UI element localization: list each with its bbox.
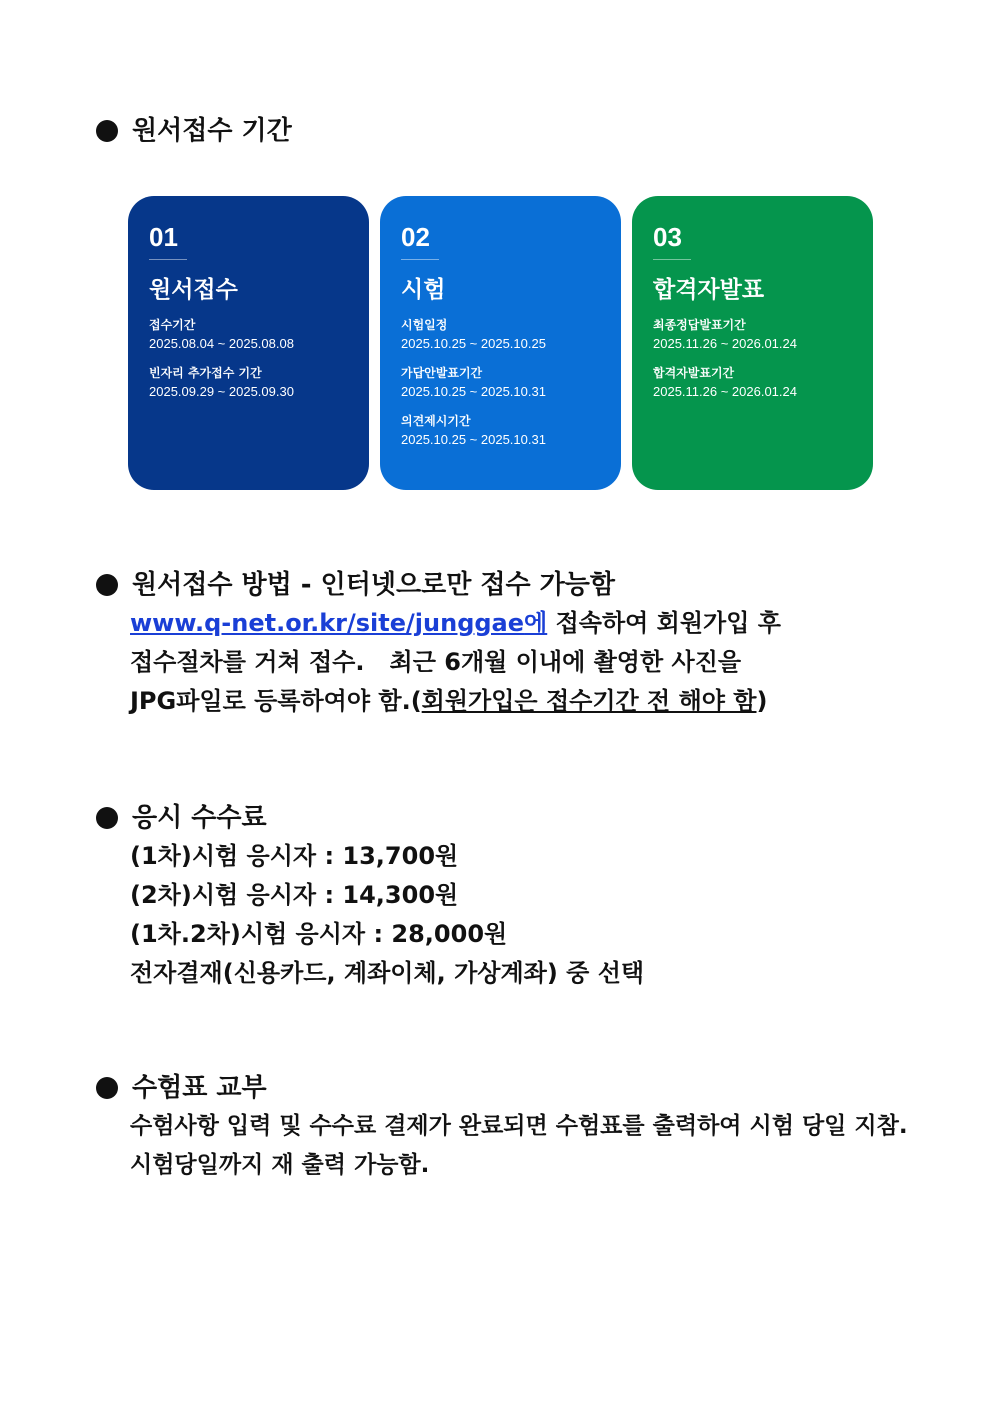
card-item <box>149 364 348 402</box>
card-item-label: 최종정답발표기간 <box>653 318 746 332</box>
schedule-cards <box>128 196 873 490</box>
qnet-link[interactable]: www.q-net.or.kr/site/junggae <box>130 609 525 637</box>
card-item-label: 합격자발표기간 <box>653 366 735 380</box>
card-item-value: 2025.09.29 ~ 2025.09.30 <box>149 384 294 399</box>
heading-text: 원서접수 기간 <box>132 116 292 146</box>
section-application-method <box>96 566 781 721</box>
body-line <box>130 682 781 721</box>
section-body <box>130 837 644 993</box>
line-text: 접속하여 회원가입 후 <box>547 609 781 637</box>
card-item-value: 2025.11.26 ~ 2026.01.24 <box>653 336 797 351</box>
bullet-icon <box>96 574 118 596</box>
body-line: 시험당일까지 재 출력 가능함. <box>130 1152 430 1178</box>
card-number: 02 <box>401 222 430 252</box>
link-suffix[interactable]: 에 <box>524 609 548 637</box>
card-title: 합격자발표 <box>653 277 765 303</box>
card-item-value: 2025.11.26 ~ 2026.01.24 <box>653 384 797 399</box>
fee-line: (1차)시험 응시자 : 13,700원 <box>130 842 459 870</box>
section-admission-ticket <box>96 1069 908 1185</box>
card-number: 03 <box>653 222 682 252</box>
body-line <box>130 604 781 643</box>
card-item <box>149 316 348 354</box>
card-title: 시험 <box>401 277 446 303</box>
card-divider <box>149 259 187 260</box>
line-text: JPG파일로 등록하여야 함.( <box>130 687 422 715</box>
section-heading <box>96 112 292 150</box>
section-exam-fee <box>96 799 644 993</box>
section-application-period <box>96 112 292 150</box>
body-line: 수험사항 입력 및 수수료 결제가 완료되면 수험표를 출력하여 시험 당일 지참. <box>130 1113 908 1139</box>
heading-text: 원서접수 방법 - 인터넷으로만 접수 가능함 <box>132 570 616 600</box>
heading-text: 수험표 교부 <box>132 1073 267 1103</box>
card-item <box>653 364 852 402</box>
card-application <box>128 196 369 490</box>
section-body <box>130 1107 908 1185</box>
card-title: 원서접수 <box>149 277 238 303</box>
fee-line: (2차)시험 응시자 : 14,300원 <box>130 881 459 909</box>
card-item-label: 빈자리 추가접수 기간 <box>149 366 262 380</box>
body-line: 접수절차를 거쳐 접수. 최근 6개월 이내에 촬영한 사진을 <box>130 648 742 676</box>
section-heading <box>96 1069 908 1107</box>
card-item <box>401 412 600 450</box>
card-item-label: 가답안발표기간 <box>401 366 483 380</box>
card-results <box>632 196 873 490</box>
bullet-icon <box>96 1077 118 1099</box>
underlined-note: 회원가입은 접수기간 전 해야 함 <box>421 687 757 715</box>
heading-text: 응시 수수료 <box>132 803 267 833</box>
bullet-icon <box>96 807 118 829</box>
card-item-label: 접수기간 <box>149 318 196 332</box>
line-text: ) <box>756 687 768 715</box>
card-divider <box>653 259 691 260</box>
section-body <box>130 604 781 721</box>
section-heading <box>96 566 781 604</box>
card-divider <box>401 259 439 260</box>
fee-line: (1차.2차)시험 응시자 : 28,000원 <box>130 920 508 948</box>
card-exam <box>380 196 621 490</box>
card-item-value: 2025.10.25 ~ 2025.10.31 <box>401 384 546 399</box>
card-item <box>401 316 600 354</box>
card-item-value: 2025.10.25 ~ 2025.10.31 <box>401 432 546 447</box>
section-heading <box>96 799 644 837</box>
card-item <box>653 316 852 354</box>
payment-line: 전자결재(신용카드, 계좌이체, 가상계좌) 중 선택 <box>130 959 645 987</box>
card-number: 01 <box>149 222 178 252</box>
card-item-label: 의견제시기간 <box>401 414 471 428</box>
card-item-value: 2025.10.25 ~ 2025.10.25 <box>401 336 546 351</box>
card-item-value: 2025.08.04 ~ 2025.08.08 <box>149 336 294 351</box>
card-item <box>401 364 600 402</box>
bullet-icon <box>96 120 118 142</box>
card-item-label: 시험일정 <box>401 318 448 332</box>
